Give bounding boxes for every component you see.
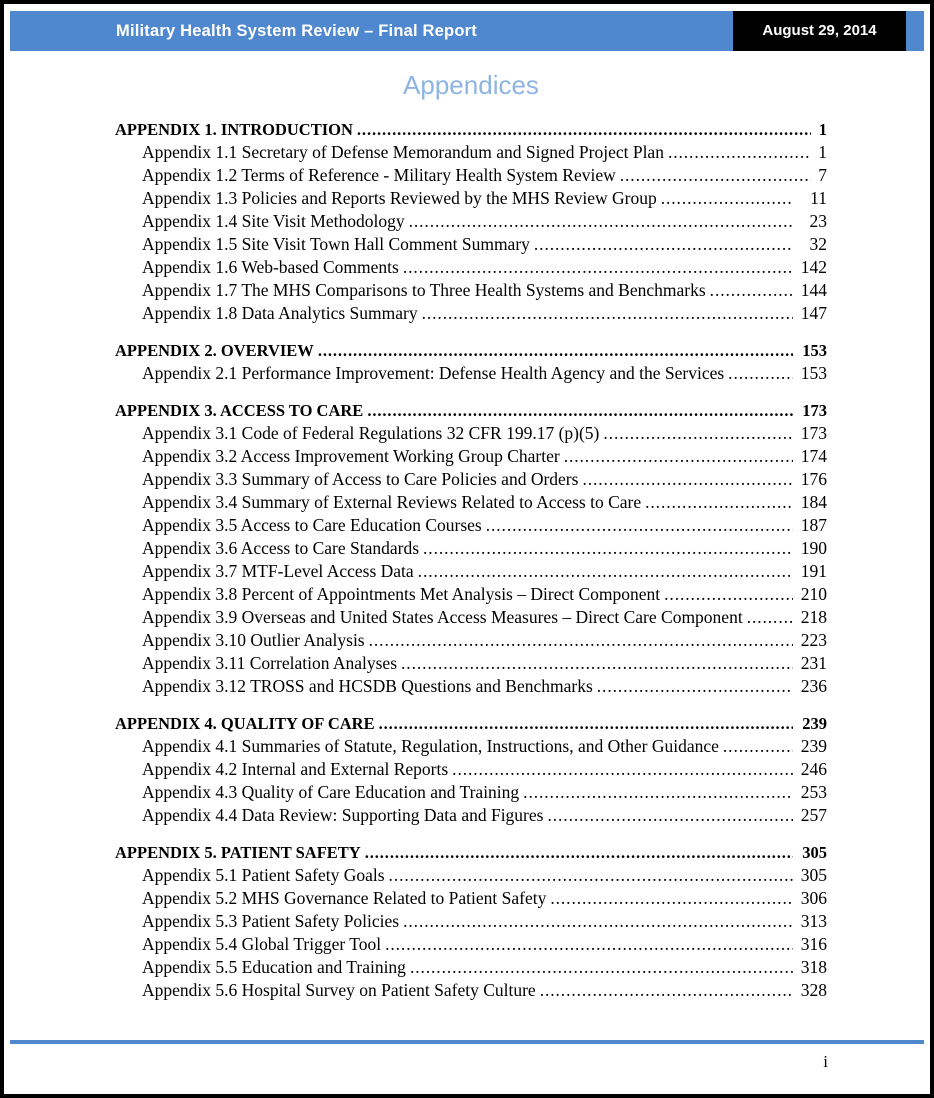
toc-entry-row[interactable] xyxy=(4,422,934,445)
toc-leader-dots xyxy=(385,933,793,956)
toc-page-number: 253 xyxy=(800,782,827,802)
toc-entry-row[interactable] xyxy=(4,537,934,560)
toc-page-number: 144 xyxy=(800,280,827,300)
toc-leader-dots xyxy=(418,560,793,583)
toc-leader-dots xyxy=(603,422,793,445)
toc-section-row[interactable] xyxy=(4,841,934,864)
toc-page-number: 174 xyxy=(800,446,827,466)
toc-entry-title: Appendix 5.4 Global Trigger Tool xyxy=(142,934,382,954)
page-header-band xyxy=(10,11,924,51)
toc-leader-dots xyxy=(410,956,793,979)
toc-page-number: 257 xyxy=(800,805,827,825)
toc-entry-row[interactable] xyxy=(4,864,934,887)
toc-entry-title: Appendix 4.3 Quality of Care Education and Training xyxy=(142,782,520,802)
toc-entry-title: Appendix 1.8 Data Analytics Summary xyxy=(142,303,418,323)
toc-entry-row[interactable] xyxy=(4,675,934,698)
toc-section-row[interactable] xyxy=(4,399,934,422)
toc-leader-dots xyxy=(318,339,793,362)
toc-page-number: 153 xyxy=(802,341,827,360)
toc-entry-row[interactable] xyxy=(4,758,934,781)
toc-entry-row[interactable] xyxy=(4,279,934,302)
toc-entry-title: Appendix 5.3 Patient Safety Policies xyxy=(142,911,400,931)
toc-leader-dots xyxy=(620,164,811,187)
toc-entry-title: Appendix 5.1 Patient Safety Goals xyxy=(142,865,385,885)
toc-page-number: 218 xyxy=(800,607,827,627)
toc-entry-row[interactable] xyxy=(4,362,934,385)
toc-leader-dots xyxy=(534,233,793,256)
toc-page-number: 223 xyxy=(800,630,827,650)
toc-leader-dots xyxy=(423,537,793,560)
toc-entry-title: Appendix 4.4 Data Review: Supporting Data and Figures xyxy=(142,805,544,825)
toc-leader-dots xyxy=(357,118,811,141)
toc-leader-dots xyxy=(550,887,793,910)
toc-leader-dots xyxy=(452,758,793,781)
toc-page-number: 187 xyxy=(800,515,827,535)
toc-leader-dots xyxy=(523,781,793,804)
toc-page-number: 191 xyxy=(800,561,827,581)
toc-leader-dots xyxy=(401,652,793,675)
toc-entry-row[interactable] xyxy=(4,933,934,956)
toc-leader-dots xyxy=(645,491,793,514)
toc-entry-title: Appendix 3.6 Access to Care Standards xyxy=(142,538,420,558)
toc-leader-dots xyxy=(723,735,793,758)
toc-page-number: 142 xyxy=(800,257,827,277)
toc-entry-title: Appendix 1.4 Site Visit Methodology xyxy=(142,211,405,231)
toc-section-row[interactable] xyxy=(4,339,934,362)
report-title: Military Health System Review – Final Report xyxy=(116,22,477,40)
toc-entry-row[interactable] xyxy=(4,629,934,652)
toc-entry-title: Appendix 3.1 Code of Federal Regulations 32 CFR 199.17 (p)(5) xyxy=(142,423,600,443)
toc-page-number: 305 xyxy=(802,843,827,862)
toc-entry-row[interactable] xyxy=(4,735,934,758)
toc-entry-title: Appendix 3.3 Summary of Access to Care Policies and Orders xyxy=(142,469,579,489)
toc-entry-title: Appendix 3.11 Correlation Analyses xyxy=(142,653,398,673)
toc-entry-title: Appendix 3.2 Access Improvement Working Group Charter xyxy=(142,446,560,466)
toc-entry-title: Appendix 5.5 Education and Training xyxy=(142,957,406,977)
toc-page-number: 313 xyxy=(800,911,827,931)
toc-entry-row[interactable] xyxy=(4,514,934,537)
toc-section-row[interactable] xyxy=(4,118,934,141)
toc-page-number: 246 xyxy=(800,759,827,779)
footer-page-number: i xyxy=(823,1052,828,1071)
toc-entry-row[interactable] xyxy=(4,468,934,491)
toc-page-number: 23 xyxy=(809,211,827,231)
toc-entry-row[interactable] xyxy=(4,887,934,910)
toc-entry-row[interactable] xyxy=(4,210,934,233)
toc-entry-row[interactable] xyxy=(4,956,934,979)
toc-leader-dots xyxy=(728,362,793,385)
toc-leader-dots xyxy=(747,606,793,629)
report-date-box xyxy=(733,11,906,51)
toc-entry-row[interactable] xyxy=(4,781,934,804)
toc-page-number: 316 xyxy=(800,934,827,954)
toc-entry-row[interactable] xyxy=(4,233,934,256)
toc-entry-title: Appendix 4.2 Internal and External Reports xyxy=(142,759,449,779)
toc-entry-title: Appendix 3.8 Percent of Appointments Met Analysis – Direct Component xyxy=(142,584,661,604)
toc-leader-dots xyxy=(403,256,793,279)
toc-entry-title: Appendix 3.7 MTF-Level Access Data xyxy=(142,561,414,581)
footer-divider xyxy=(10,1040,924,1044)
toc-entry-title: Appendix 1.6 Web-based Comments xyxy=(142,257,399,277)
toc-entry-row[interactable] xyxy=(4,187,934,210)
toc-page-number: 305 xyxy=(800,865,827,885)
toc-page-number: 173 xyxy=(802,401,827,420)
toc-entry-title: Appendix 1.7 The MHS Comparisons to Three Health Systems and Benchmarks xyxy=(142,280,706,300)
toc-entry-title: Appendix 5.6 Hospital Survey on Patient Safety Culture xyxy=(142,980,536,1000)
toc-entry-title: APPENDIX 5. PATIENT SAFETY xyxy=(115,843,361,862)
toc-entry-title: Appendix 3.12 TROSS and HCSDB Questions and Benchmarks xyxy=(142,676,593,696)
page-title: Appendices xyxy=(403,70,539,100)
toc-leader-dots xyxy=(564,445,793,468)
toc-page-number: 1 xyxy=(818,142,827,162)
toc-leader-dots xyxy=(582,468,793,491)
toc-page-number: 184 xyxy=(800,492,827,512)
toc-entry-row[interactable] xyxy=(4,910,934,933)
toc-entry-row[interactable] xyxy=(4,256,934,279)
toc-leader-dots xyxy=(403,910,793,933)
toc-leader-dots xyxy=(367,399,793,422)
toc-leader-dots xyxy=(486,514,793,537)
toc-section-row[interactable] xyxy=(4,712,934,735)
toc-entry-row[interactable] xyxy=(4,979,934,1002)
toc-leader-dots xyxy=(369,629,793,652)
toc-entry-title: Appendix 3.5 Access to Care Education Courses xyxy=(142,515,482,535)
toc-page-number: 328 xyxy=(800,980,827,1000)
toc-entry-row[interactable] xyxy=(4,141,934,164)
toc-leader-dots xyxy=(409,210,793,233)
toc-entry-row[interactable] xyxy=(4,491,934,514)
toc-entry-title: Appendix 1.2 Terms of Reference - Military Health System Review xyxy=(142,165,616,185)
toc-leader-dots xyxy=(710,279,793,302)
toc-page-number: 236 xyxy=(800,676,827,696)
toc-entry-title: Appendix 3.4 Summary of External Reviews Related to Access to Care xyxy=(142,492,642,512)
toc-leader-dots xyxy=(664,583,793,606)
toc-page-number: 318 xyxy=(800,957,827,977)
toc-leader-dots xyxy=(668,141,811,164)
toc-page-number: 176 xyxy=(800,469,827,489)
toc-entry-title: Appendix 1.1 Secretary of Defense Memorandum and Signed Project Plan xyxy=(142,142,664,162)
toc-page-number: 239 xyxy=(800,736,827,756)
toc-page-number: 306 xyxy=(800,888,827,908)
toc-page-number: 1 xyxy=(818,120,827,139)
toc-entry-row[interactable] xyxy=(4,164,934,187)
toc-leader-dots xyxy=(597,675,793,698)
toc-entry-row[interactable] xyxy=(4,804,934,827)
toc-leader-dots xyxy=(547,804,793,827)
toc-entry-row[interactable] xyxy=(4,606,934,629)
toc-entry-title: Appendix 1.5 Site Visit Town Hall Comment Summary xyxy=(142,234,530,254)
toc-entry-row[interactable] xyxy=(4,302,934,325)
toc-entry-row[interactable] xyxy=(4,583,934,606)
toc-leader-dots xyxy=(379,712,793,735)
toc-page-number: 7 xyxy=(818,165,827,185)
toc-entry-title: Appendix 2.1 Performance Improvement: Defense Health Agency and the Services xyxy=(142,363,725,383)
toc-entry-title: APPENDIX 1. INTRODUCTION xyxy=(115,120,353,139)
toc-page-number: 32 xyxy=(809,234,827,254)
toc-entry-row[interactable] xyxy=(4,445,934,468)
toc-page-number: 190 xyxy=(800,538,827,558)
toc-page-number: 239 xyxy=(802,714,827,733)
table-of-contents xyxy=(4,118,934,1002)
toc-entry-title: APPENDIX 4. QUALITY OF CARE xyxy=(115,714,375,733)
toc-leader-dots xyxy=(540,979,793,1002)
toc-page-number: 210 xyxy=(800,584,827,604)
toc-leader-dots xyxy=(389,864,793,887)
toc-page-number: 147 xyxy=(800,303,827,323)
toc-entry-title: Appendix 5.2 MHS Governance Related to Patient Safety xyxy=(142,888,547,908)
toc-entry-title: Appendix 1.3 Policies and Reports Reviewed by the MHS Review Group xyxy=(142,188,657,208)
toc-entry-row[interactable] xyxy=(4,560,934,583)
toc-entry-title: APPENDIX 2. OVERVIEW xyxy=(115,341,314,360)
toc-entry-title: Appendix 3.9 Overseas and United States Access Measures – Direct Care Component xyxy=(142,607,743,627)
toc-entry-title: Appendix 3.10 Outlier Analysis xyxy=(142,630,365,650)
toc-page-number: 231 xyxy=(800,653,827,673)
toc-page-number: 11 xyxy=(810,188,827,208)
toc-leader-dots xyxy=(422,302,793,325)
toc-entry-title: Appendix 4.1 Summaries of Statute, Regulation, Instructions, and Other Guidance xyxy=(142,736,719,756)
toc-page-number: 153 xyxy=(800,363,827,383)
report-date: August 29, 2014 xyxy=(762,22,877,39)
toc-leader-dots xyxy=(365,841,793,864)
toc-page-number: 173 xyxy=(800,423,827,443)
toc-entry-title: APPENDIX 3. ACCESS TO CARE xyxy=(115,401,364,420)
toc-entry-row[interactable] xyxy=(4,652,934,675)
toc-leader-dots xyxy=(661,187,793,210)
